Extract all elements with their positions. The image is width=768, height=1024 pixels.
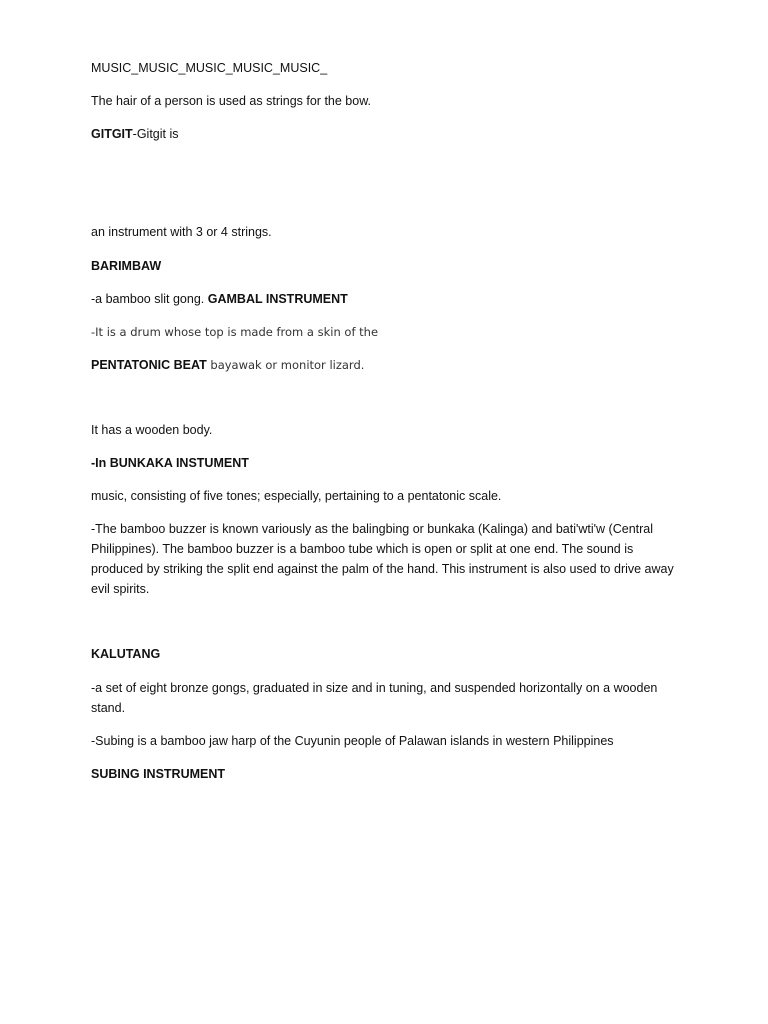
drum-line: -It is a drum whose top is made from a skin of the bbox=[91, 325, 379, 339]
music-line: music, consisting of five tones; especially, pertaining to a pentatonic scale. bbox=[91, 489, 502, 503]
gitgit-text: -Gitgit is bbox=[132, 127, 179, 141]
bayawak-text: bayawak or monitor lizard. bbox=[206, 358, 365, 372]
gongs-paragraph: -a set of eight bronze gongs, graduated in size and in tuning, and suspended horizontally on a wooden stand. bbox=[91, 681, 658, 715]
gitgit-line bbox=[91, 124, 681, 144]
subing-title: SUBING INSTRUMENT bbox=[91, 767, 226, 781]
slit-gong-text: -a bamboo slit gong. bbox=[91, 292, 208, 306]
slit-gong-line bbox=[91, 289, 681, 309]
gambal-title: GAMBAL INSTRUMENT bbox=[207, 292, 348, 306]
kalutang-title: KALUTANG bbox=[91, 647, 161, 661]
barimbaw-title: BARIMBAW bbox=[91, 259, 162, 273]
pentatonic-title: PENTATONIC BEAT bbox=[91, 358, 207, 372]
subing-line: -Subing is a bamboo jaw harp of the Cuyunin people of Palawan islands in western Philippines bbox=[91, 734, 614, 748]
header-line: MUSIC_MUSIC_MUSIC_MUSIC_MUSIC_ bbox=[91, 61, 328, 75]
wooden-body-line: It has a wooden body. bbox=[91, 423, 213, 437]
bunkaka-title: -In BUNKAKA INSTUMENT bbox=[91, 456, 249, 470]
pentatonic-line bbox=[91, 355, 681, 375]
instrument-strings-line: an instrument with 3 or 4 strings. bbox=[91, 225, 272, 239]
gitgit-title: GITGIT bbox=[91, 127, 133, 141]
hair-line: The hair of a person is used as strings for the bow. bbox=[91, 94, 372, 108]
buzzer-paragraph: -The bamboo buzzer is known variously as the balingbing or bunkaka (Kalinga) and bati'wti'w (Central Philippines). The bamboo buzzer is a bamboo tube which is open or split at one end. The sound is produced by striking the split end against the palm of the hand. This instrument is also used to drive away evil spirits. bbox=[91, 522, 674, 596]
